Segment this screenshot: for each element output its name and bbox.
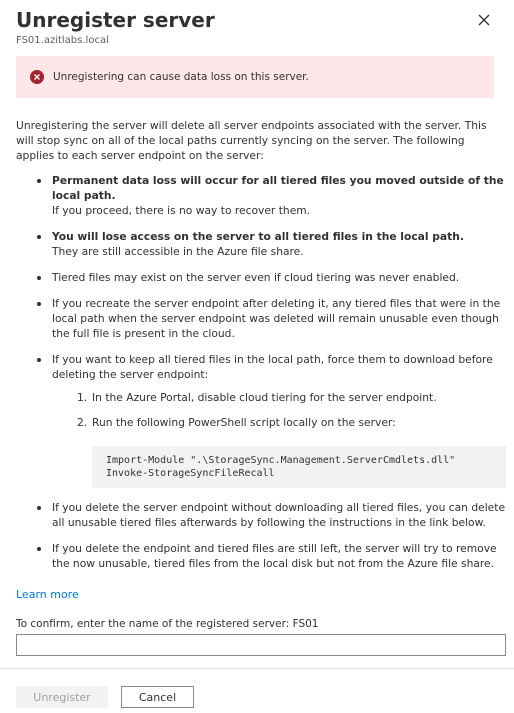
close-icon	[474, 10, 494, 30]
bullet-strong: Permanent data loss will occur for all tiered files you moved outside of the local path.	[52, 174, 504, 202]
bullet-strong: You will lose access on the server to all tiered files in the local path.	[52, 230, 464, 243]
consequences-list	[16, 173, 506, 430]
dialog-content	[16, 118, 506, 441]
dialog-title: Unregister server	[16, 8, 215, 32]
bullet-text: If you delete the endpoint and tiered files are still left, the server will try to remove the now unusable, tiered files from the local disk but not from the Azure file share.	[52, 542, 497, 570]
step-item	[52, 390, 506, 405]
footer-divider	[0, 668, 514, 669]
dialog-header	[16, 8, 504, 52]
bullet-text: Tiered files may exist on the server even if cloud tiering was never enabled.	[52, 271, 460, 284]
more-consequences	[16, 500, 506, 582]
step-item	[52, 415, 506, 430]
confirm-label: To confirm, enter the name of the registered server: FS01	[16, 618, 319, 630]
list-item	[16, 500, 506, 530]
list-item	[16, 296, 506, 341]
consequences-list-continued	[16, 500, 506, 571]
list-item	[16, 541, 506, 571]
error-message: Unregistering can cause data loss on this server.	[53, 71, 309, 83]
powershell-code-block[interactable]: Import-Module ".\StorageSync.Management.ServerCmdlets.dll" Invoke-StorageSyncFileRecall	[92, 446, 506, 488]
step-number: 1.	[77, 391, 88, 404]
learn-more-link[interactable]: Learn more	[16, 588, 79, 601]
bullet-text: If you proceed, there is no way to recover them.	[52, 204, 311, 217]
error-banner	[16, 56, 494, 98]
list-item	[16, 229, 506, 259]
bullet-text: If you delete the server endpoint without downloading all tiered files, you can delete all unusable tiered files afterwards by following the instructions in the link below.	[52, 501, 506, 529]
intro-text: Unregistering the server will delete all server endpoints associated with the server. This will stop sync on all of the local paths currently syncing on the server. The following applies to each server endpoint on the server:	[16, 119, 487, 162]
close-button[interactable]	[474, 10, 494, 30]
bullet-text: They are still accessible in the Azure file share.	[52, 245, 304, 258]
list-item	[16, 173, 506, 218]
server-name-input[interactable]	[16, 634, 506, 656]
error-icon	[30, 70, 44, 84]
list-item	[16, 352, 506, 430]
unregister-button[interactable]: Unregister	[16, 686, 108, 708]
bullet-text: If you recreate the server endpoint after deleting it, any tiered files that were in the local path when the server endpoint was deleted will remain unusable even though the full file is present in the cloud.	[52, 297, 501, 340]
bullet-text: If you want to keep all tiered files in the local path, force them to download before deleting the server endpoint:	[52, 353, 493, 381]
step-number: 2.	[77, 416, 88, 429]
step-text: In the Azure Portal, disable cloud tiering for the server endpoint.	[92, 391, 437, 404]
steps-list	[52, 390, 506, 430]
dialog-subtitle: FS01.azitlabs.local	[16, 35, 109, 46]
cancel-button[interactable]: Cancel	[121, 686, 194, 708]
list-item	[16, 270, 506, 285]
step-text: Run the following PowerShell script locally on the server:	[92, 416, 396, 429]
